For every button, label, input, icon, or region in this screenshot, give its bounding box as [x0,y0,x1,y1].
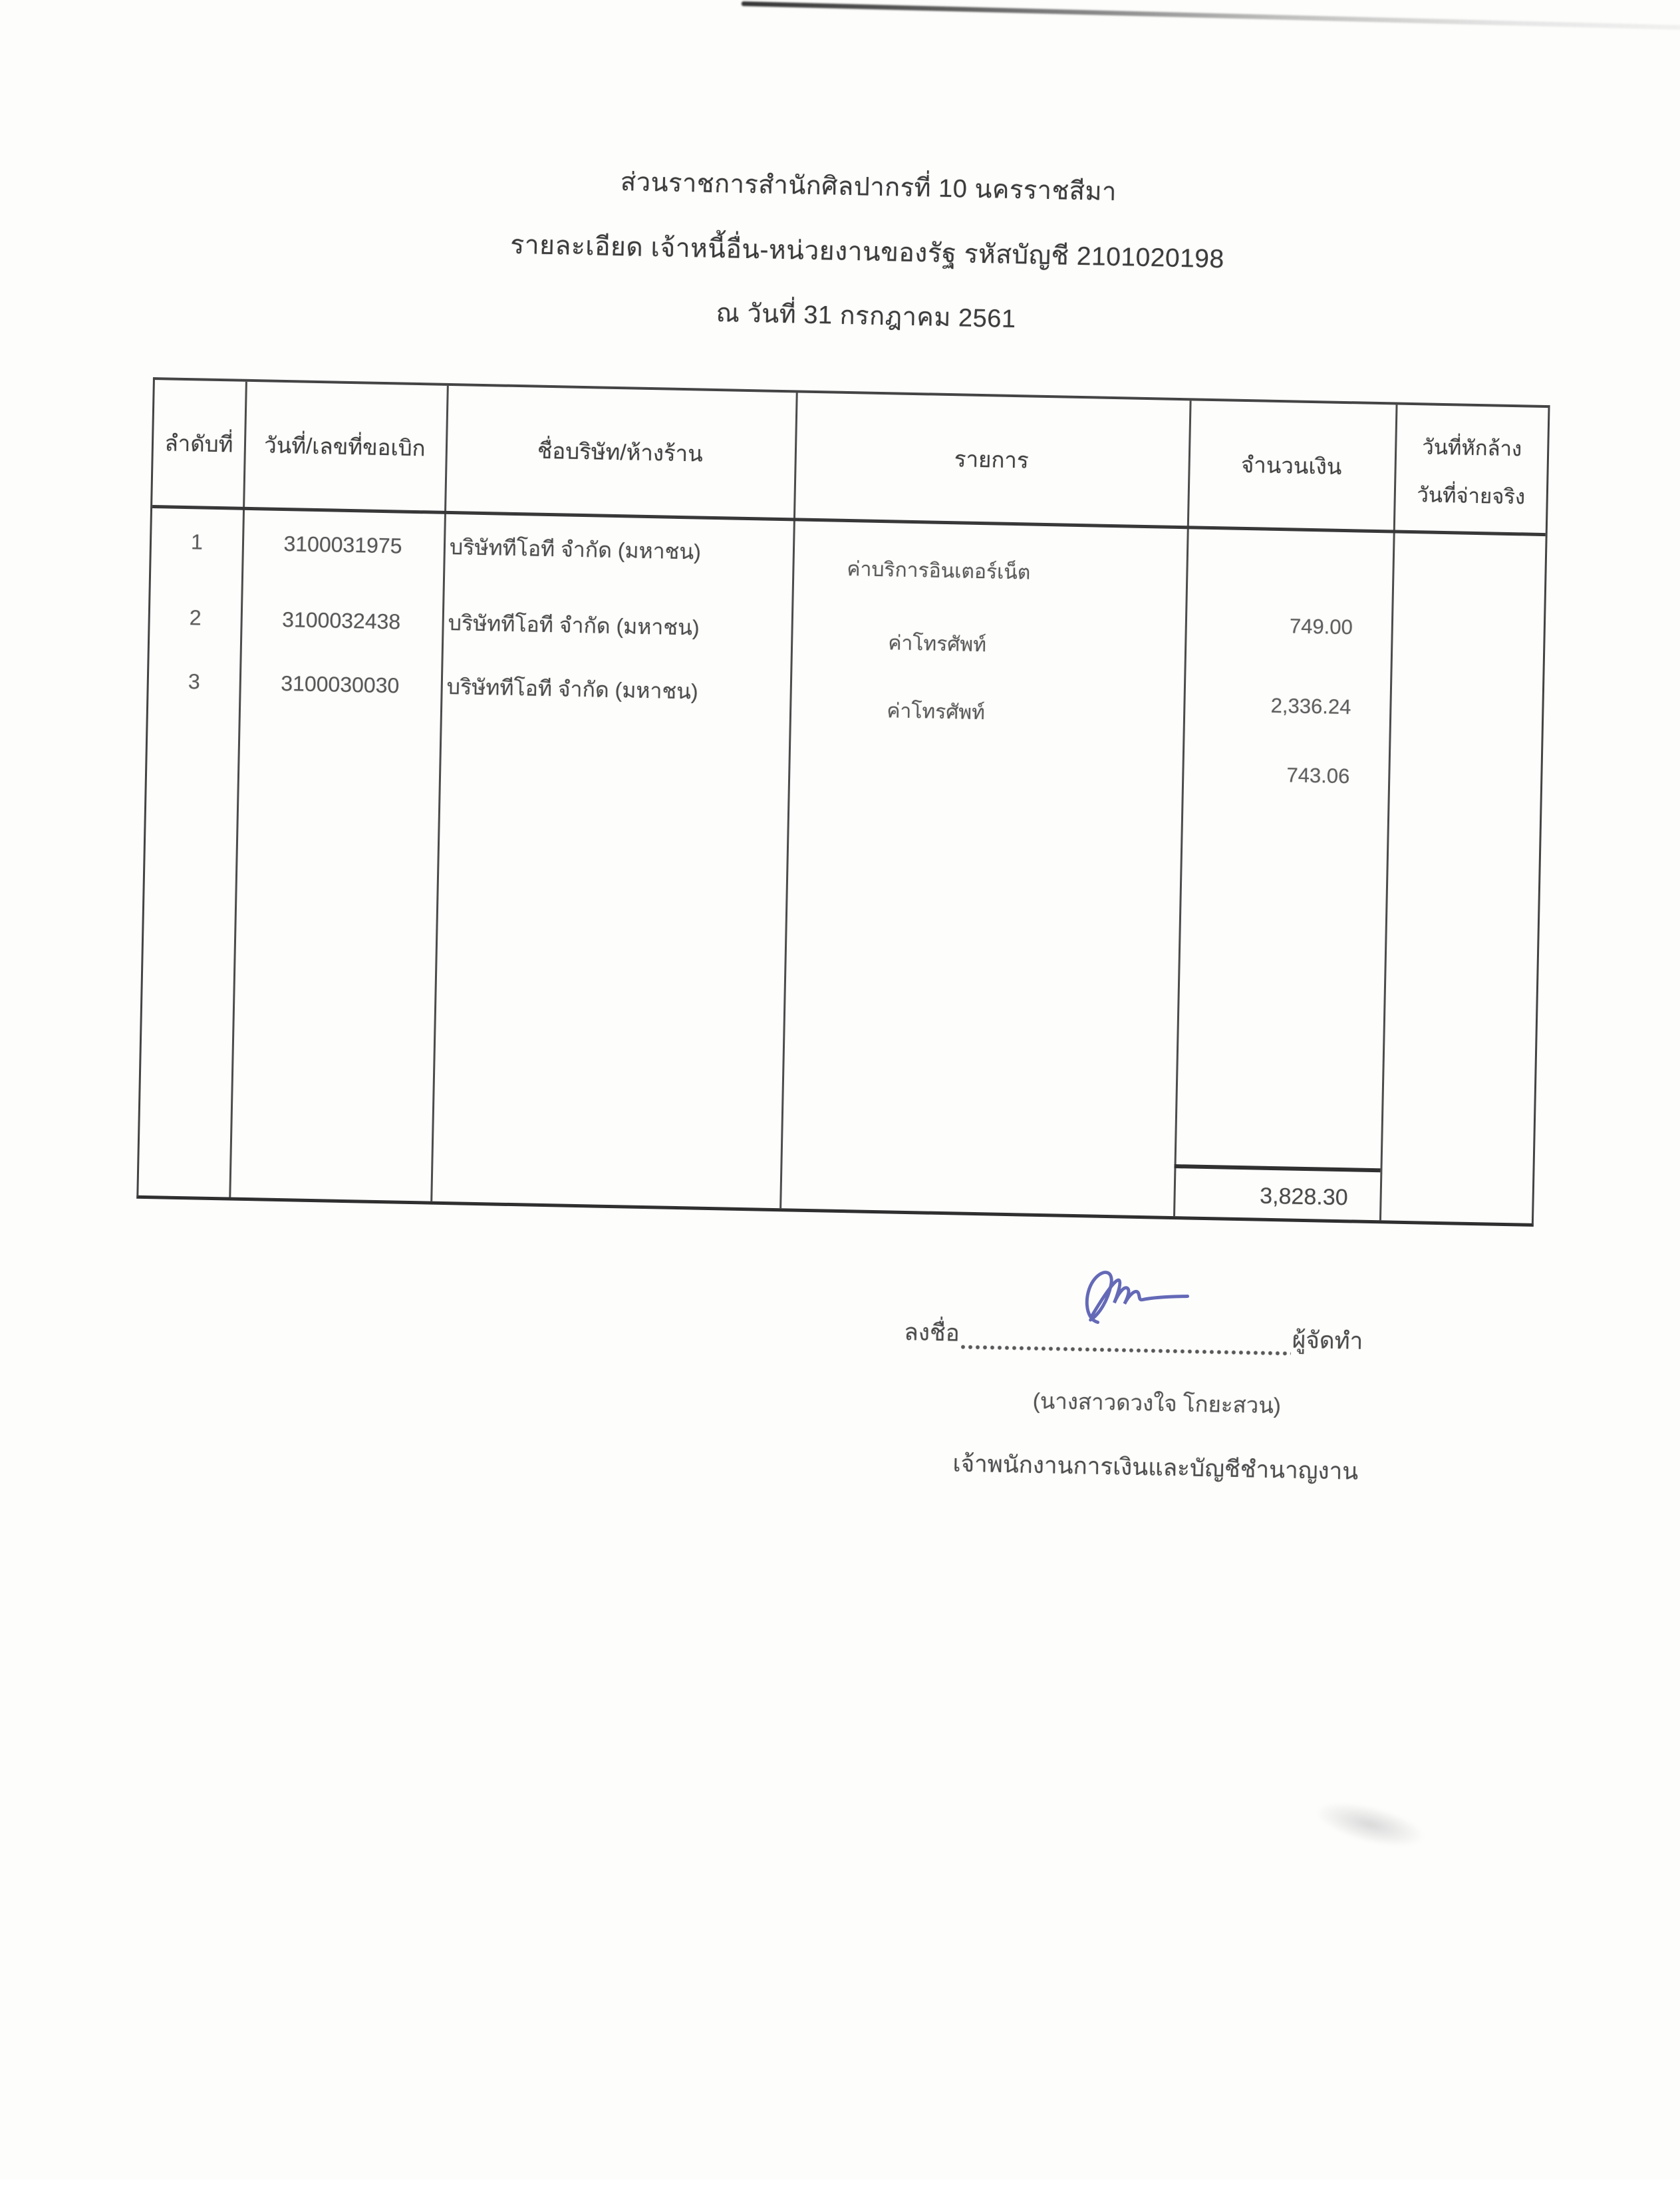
signatory-position: เจ้าพนักงานการเงินและบัญชีชำนาญงาน [952,1450,1359,1485]
total-amount-cell: 3,828.30 [1173,1164,1381,1223]
document-title-line-1: ส่วนราชการสำนักศิลปากรที่ 10 นครราชสีมา [620,168,1117,207]
column-header-clearing-date [1393,405,1550,534]
document-title-line-3: ณ วันที่ 31 กรกฎาคม 2561 [716,299,1016,334]
row-doc-no: 3100031975 [283,531,402,558]
row-company: บริษัททีโอที จำกัด (มหาชน) [448,610,700,640]
column-header-clearing-date-line1: วันที่หักล้าง [1422,435,1522,461]
row-amount: 743.06 [1286,763,1350,788]
row-company: บริษัททีโอที จำกัด (มหาชน) [446,674,699,704]
row-doc-no: 3100032438 [281,607,401,634]
row-amount: 2,336.24 [1270,693,1351,719]
sign-line [904,1314,1363,1360]
row-company: บริษัททีโอที จำกัด (มหาชน) [449,535,702,564]
row-item: ค่าบริการอินเตอร์เน็ต [847,558,1031,584]
row-sequence: 1 [190,530,204,554]
column-header-sequence: ลำดับที่ [164,430,233,456]
creditors-table [136,377,1550,1227]
column-header-item: รายการ [954,446,1030,472]
column-header-clearing-date-line2: วันที่จ่ายจริง [1417,483,1526,509]
column-header-date-doc-no: วันที่/เลขที่ขอเบิก [263,432,426,460]
signatory-name: (นางสาวดวงใจ โกยะสวน) [1032,1388,1282,1418]
row-sequence: 3 [188,669,201,694]
row-doc-no: 3100030030 [280,671,400,698]
dotted-signature-line [960,1328,1291,1358]
sign-role-label: ผู้จัดทำ [1292,1327,1363,1354]
column-header-amount: จำนวนเงิน [1240,452,1342,479]
column-header-company: ชื่อบริษัท/ห้างร้าน [537,438,704,466]
row-sequence: 2 [189,605,202,630]
row-item: ค่าโทรศัพท์ [888,632,987,657]
row-item: ค่าโทรศัพท์ [887,700,986,724]
row-amount: 749.00 [1289,614,1353,639]
document-title-line-2: รายละเอียด เจ้าหนี้อื่น-หน่วยงานของรัฐ รหัสบัญชี 2101020198 [509,230,1225,274]
sign-label: ลงชื่อ [904,1319,960,1346]
